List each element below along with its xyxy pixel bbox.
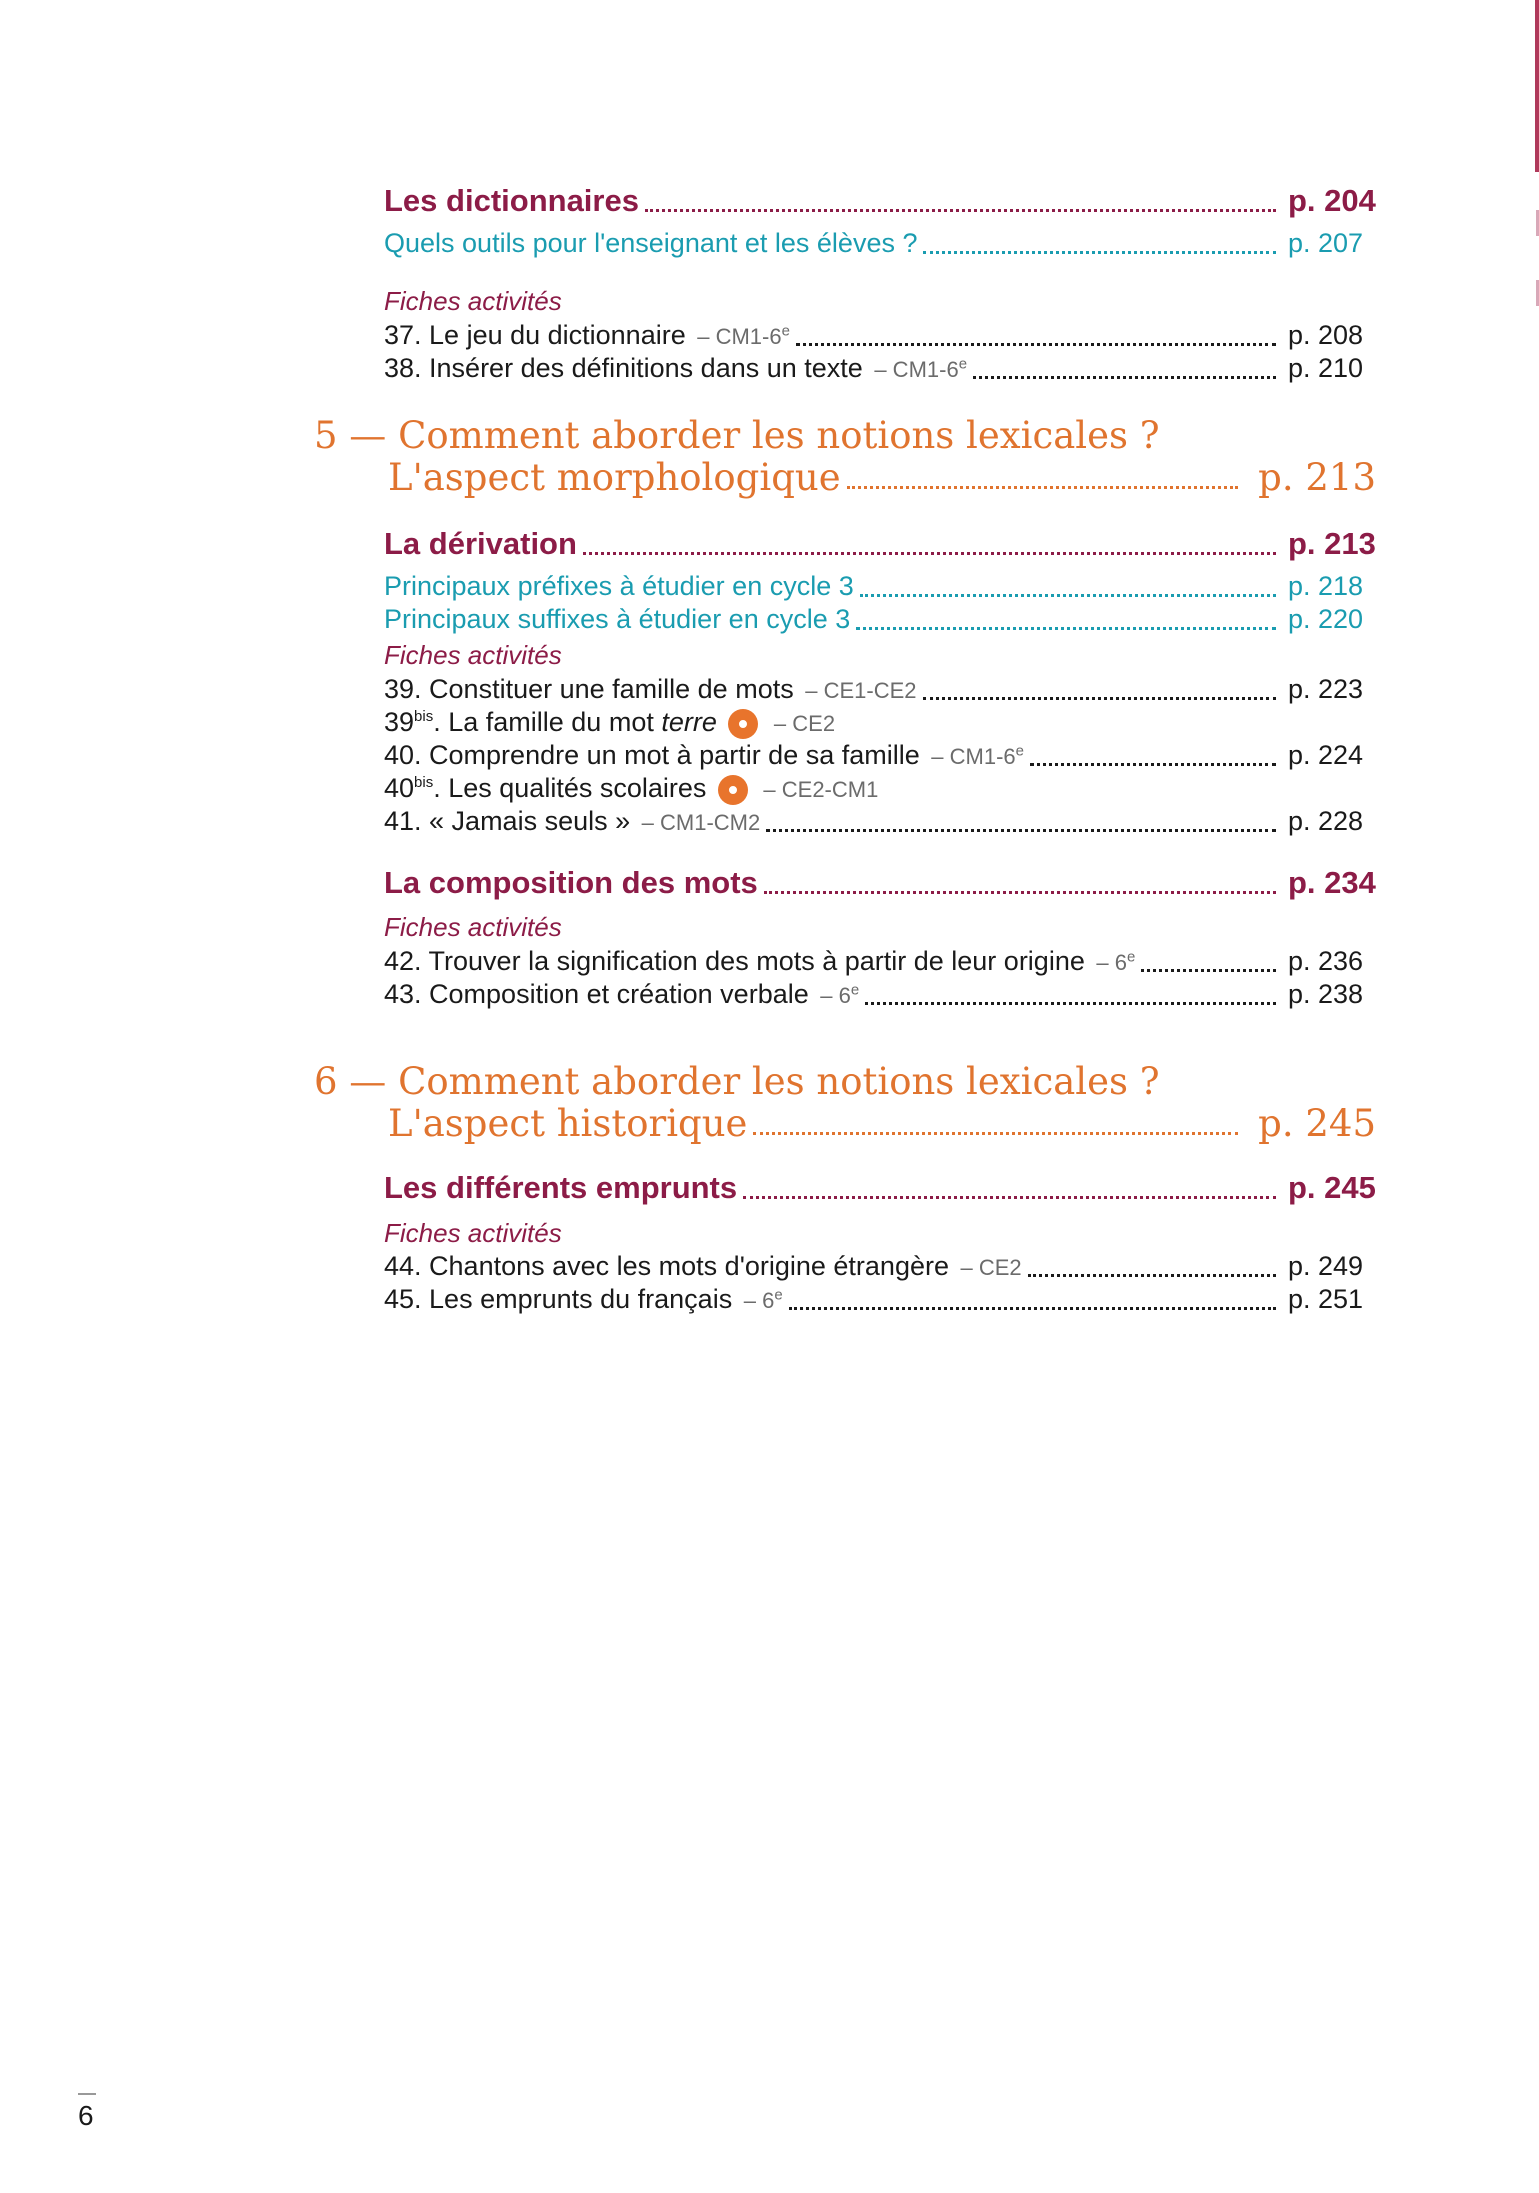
toc-item[interactable] [384, 320, 1376, 351]
item-level: – CM1-6 [874, 357, 959, 382]
toc-section-dictionnaires[interactable] [384, 183, 1376, 219]
item-label: 45. Les emprunts du français [384, 1284, 733, 1314]
subsection-title: Quels outils pour l'enseignant et les élèves ? [384, 228, 918, 258]
page-ref: p. 207 [1288, 228, 1364, 258]
chapter-5-heading[interactable] [314, 414, 1376, 504]
page-ref: p. 213 [1288, 526, 1376, 561]
page-number: 6 [78, 2100, 94, 2131]
item-label: . Les qualités scolaires [433, 773, 707, 803]
item-label: 39. Constituer une famille de mots [384, 674, 794, 704]
item-level: – CE1-CE2 [805, 678, 917, 703]
item-level: – 6 [1096, 950, 1127, 975]
dot-leader [847, 486, 1239, 489]
toc-item[interactable] [384, 979, 1376, 1010]
chapter-subtitle: L'aspect historique [388, 1102, 748, 1145]
toc-item[interactable] [384, 946, 1376, 977]
item-level-sup: e [850, 981, 860, 999]
dot-leader [764, 891, 1276, 894]
item-level-sup: e [958, 355, 968, 373]
page-ref: p. 236 [1288, 946, 1364, 976]
page-ref: p. 245 [1288, 1170, 1376, 1205]
dot-leader [1030, 763, 1276, 766]
cd-icon [728, 709, 758, 739]
item-level-sup: e [1015, 742, 1024, 760]
dot-leader [865, 1002, 1276, 1005]
section-title: Les différents emprunts [384, 1170, 738, 1205]
subsection-title: Principaux suffixes à étudier en cycle 3 [384, 604, 851, 634]
chapter-title: 5 — Comment aborder les notions lexicales ? [314, 414, 1160, 457]
toc-item[interactable] [384, 740, 1376, 771]
item-number: 39 [384, 707, 415, 737]
dot-leader [789, 1307, 1276, 1310]
subsection-title: Principaux préfixes à étudier en cycle 3 [384, 571, 854, 601]
dot-leader [583, 552, 1276, 555]
page-ref: p. 251 [1288, 1284, 1364, 1314]
fiches-heading: Fiches activités [384, 1218, 562, 1248]
item-level: – CM1-6 [931, 744, 1016, 769]
page-number-rule [78, 2093, 96, 2095]
item-level-sup: e [774, 1286, 783, 1304]
dot-leader [1141, 969, 1276, 972]
toc-section-composition[interactable] [384, 865, 1376, 901]
toc-subsection[interactable] [384, 571, 1376, 602]
dot-leader [796, 343, 1276, 346]
page-ref: p. 208 [1288, 320, 1364, 350]
page-ref: p. 223 [1288, 674, 1364, 704]
item-label: 41. « Jamais seuls » [384, 806, 631, 836]
toc-subsection[interactable] [384, 228, 1376, 259]
dot-leader [645, 209, 1276, 212]
page-ref: p. 204 [1288, 183, 1376, 218]
dot-leader [1028, 1274, 1276, 1277]
item-label: . La famille du mot [433, 707, 662, 737]
toc-subsection[interactable] [384, 604, 1376, 635]
toc-item[interactable] [384, 1251, 1376, 1282]
dot-leader [743, 1196, 1276, 1199]
section-title: La composition des mots [384, 865, 758, 900]
fiches-heading: Fiches activités [384, 640, 562, 670]
chapter-subtitle: L'aspect morphologique [388, 456, 841, 499]
item-label: 40. Comprendre un mot à partir de sa famille [384, 740, 920, 770]
dot-leader [766, 829, 1276, 832]
toc-item[interactable] [384, 806, 1376, 837]
dot-leader [923, 697, 1276, 700]
dot-leader [856, 627, 1276, 630]
item-level-sup: e [1126, 948, 1136, 966]
page-ref: p. 249 [1288, 1251, 1364, 1281]
cd-icon [718, 775, 748, 805]
item-label-italic: terre [661, 707, 717, 737]
toc-item[interactable] [384, 353, 1376, 384]
item-level: – CM1-CM2 [641, 810, 761, 835]
chapter-title: 6 — Comment aborder les notions lexicales ? [314, 1060, 1160, 1103]
toc-item[interactable] [384, 1284, 1376, 1315]
page-ref: p. 245 [1258, 1102, 1376, 1145]
toc-section-derivation[interactable] [384, 526, 1376, 562]
section-title: Les dictionnaires [384, 183, 639, 218]
dot-leader [860, 594, 1276, 597]
dot-leader [753, 1132, 1238, 1135]
item-number-sup: bis [414, 774, 434, 791]
item-label: 37. Le jeu du dictionnaire [384, 320, 686, 350]
toc-item[interactable] [384, 674, 1376, 705]
item-level-sup: e [781, 322, 790, 340]
item-level: – CM1-6 [697, 324, 782, 349]
item-level: – 6 [743, 1288, 775, 1313]
fiches-heading: Fiches activités [384, 286, 562, 316]
toc-item-online[interactable] [384, 773, 1376, 805]
page-ref: p. 228 [1288, 806, 1364, 836]
dot-leader [973, 376, 1276, 379]
item-label: 43. Composition et création verbale [384, 979, 809, 1009]
chapter-6-heading[interactable] [314, 1060, 1376, 1150]
item-level: – CE2 [960, 1255, 1022, 1280]
section-title: La dérivation [384, 526, 577, 561]
toc-item-online[interactable] [384, 707, 1376, 739]
item-label: 38. Insérer des définitions dans un texte [384, 353, 863, 383]
page-ref: p. 234 [1288, 865, 1376, 900]
page-ref: p. 210 [1288, 353, 1364, 383]
item-label: 42. Trouver la signification des mots à partir de leur origine [384, 946, 1085, 976]
page-ref: p. 238 [1288, 979, 1364, 1009]
dot-leader [923, 251, 1276, 254]
item-level: – CE2-CM1 [763, 777, 879, 802]
item-level: – 6 [820, 983, 851, 1008]
page-ref: p. 218 [1288, 571, 1364, 601]
item-label: 44. Chantons avec les mots d'origine étrangère [384, 1251, 949, 1281]
toc-section-emprunts[interactable] [384, 1170, 1376, 1206]
item-number: 40 [384, 773, 415, 803]
item-number-sup: bis [414, 708, 434, 725]
fiches-heading: Fiches activités [384, 912, 562, 942]
page-ref: p. 213 [1258, 456, 1376, 499]
page-ref: p. 224 [1288, 740, 1364, 770]
page-ref: p. 220 [1288, 604, 1364, 634]
item-level: – CE2 [773, 711, 836, 736]
edge-tab-marker [1535, 0, 1539, 172]
